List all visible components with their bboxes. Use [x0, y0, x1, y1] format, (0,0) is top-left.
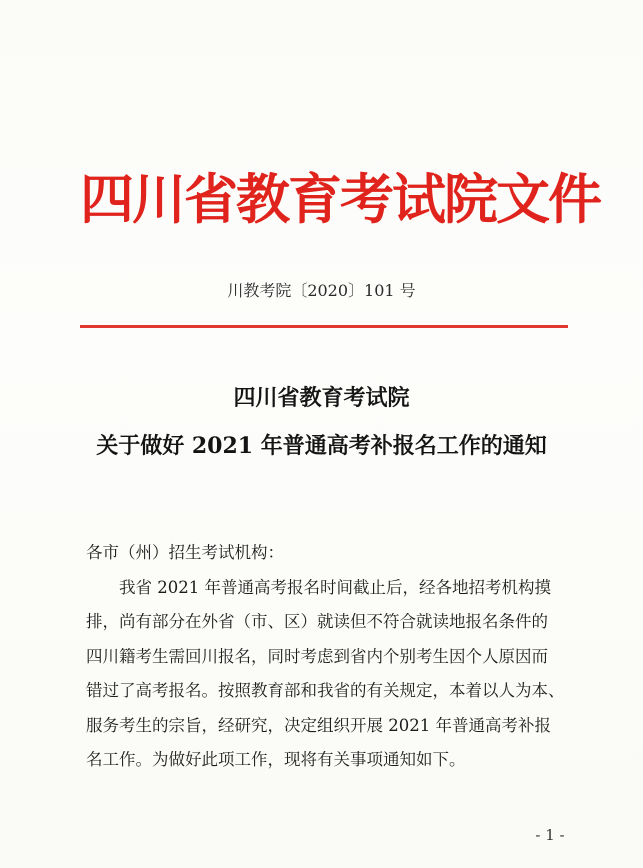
- paragraph-line: 我省 2021 年普通高考报名时间截止后，经各地招考机构摸: [119, 577, 551, 597]
- document-number: 川教考院〔2020〕101 号: [227, 281, 416, 300]
- notice-title-line-2: 关于做好 2021 年普通高考补报名工作的通知: [96, 433, 547, 459]
- issuing-authority-title: 四川省教育考试院文件: [80, 168, 600, 231]
- paragraph-line: 排，尚有部分在外省（市、区）就读但不符合就读地报名条件的: [86, 612, 548, 631]
- paragraph-line: 四川籍考生需回川报名，同时考虑到省内个别考生因个人原因而: [86, 646, 548, 666]
- salutation: 各市（州）招生考试机构：: [86, 543, 284, 562]
- red-divider-line: [80, 325, 568, 328]
- paragraph-line: 服务考生的宗旨，经研究，决定组织开展 2021 年普通高考补报: [86, 715, 551, 735]
- notice-body: [86, 536, 566, 778]
- notice-title-line-1: 四川省教育考试院: [233, 385, 410, 411]
- paragraph-line: 错过了高考报名。按照教育部和我省的有关规定，本着以人为本、: [86, 681, 565, 700]
- paragraph-line: 名工作。为做好此项工作，现将有关事项通知如下。: [86, 750, 466, 769]
- page-number: - 1 -: [535, 826, 565, 844]
